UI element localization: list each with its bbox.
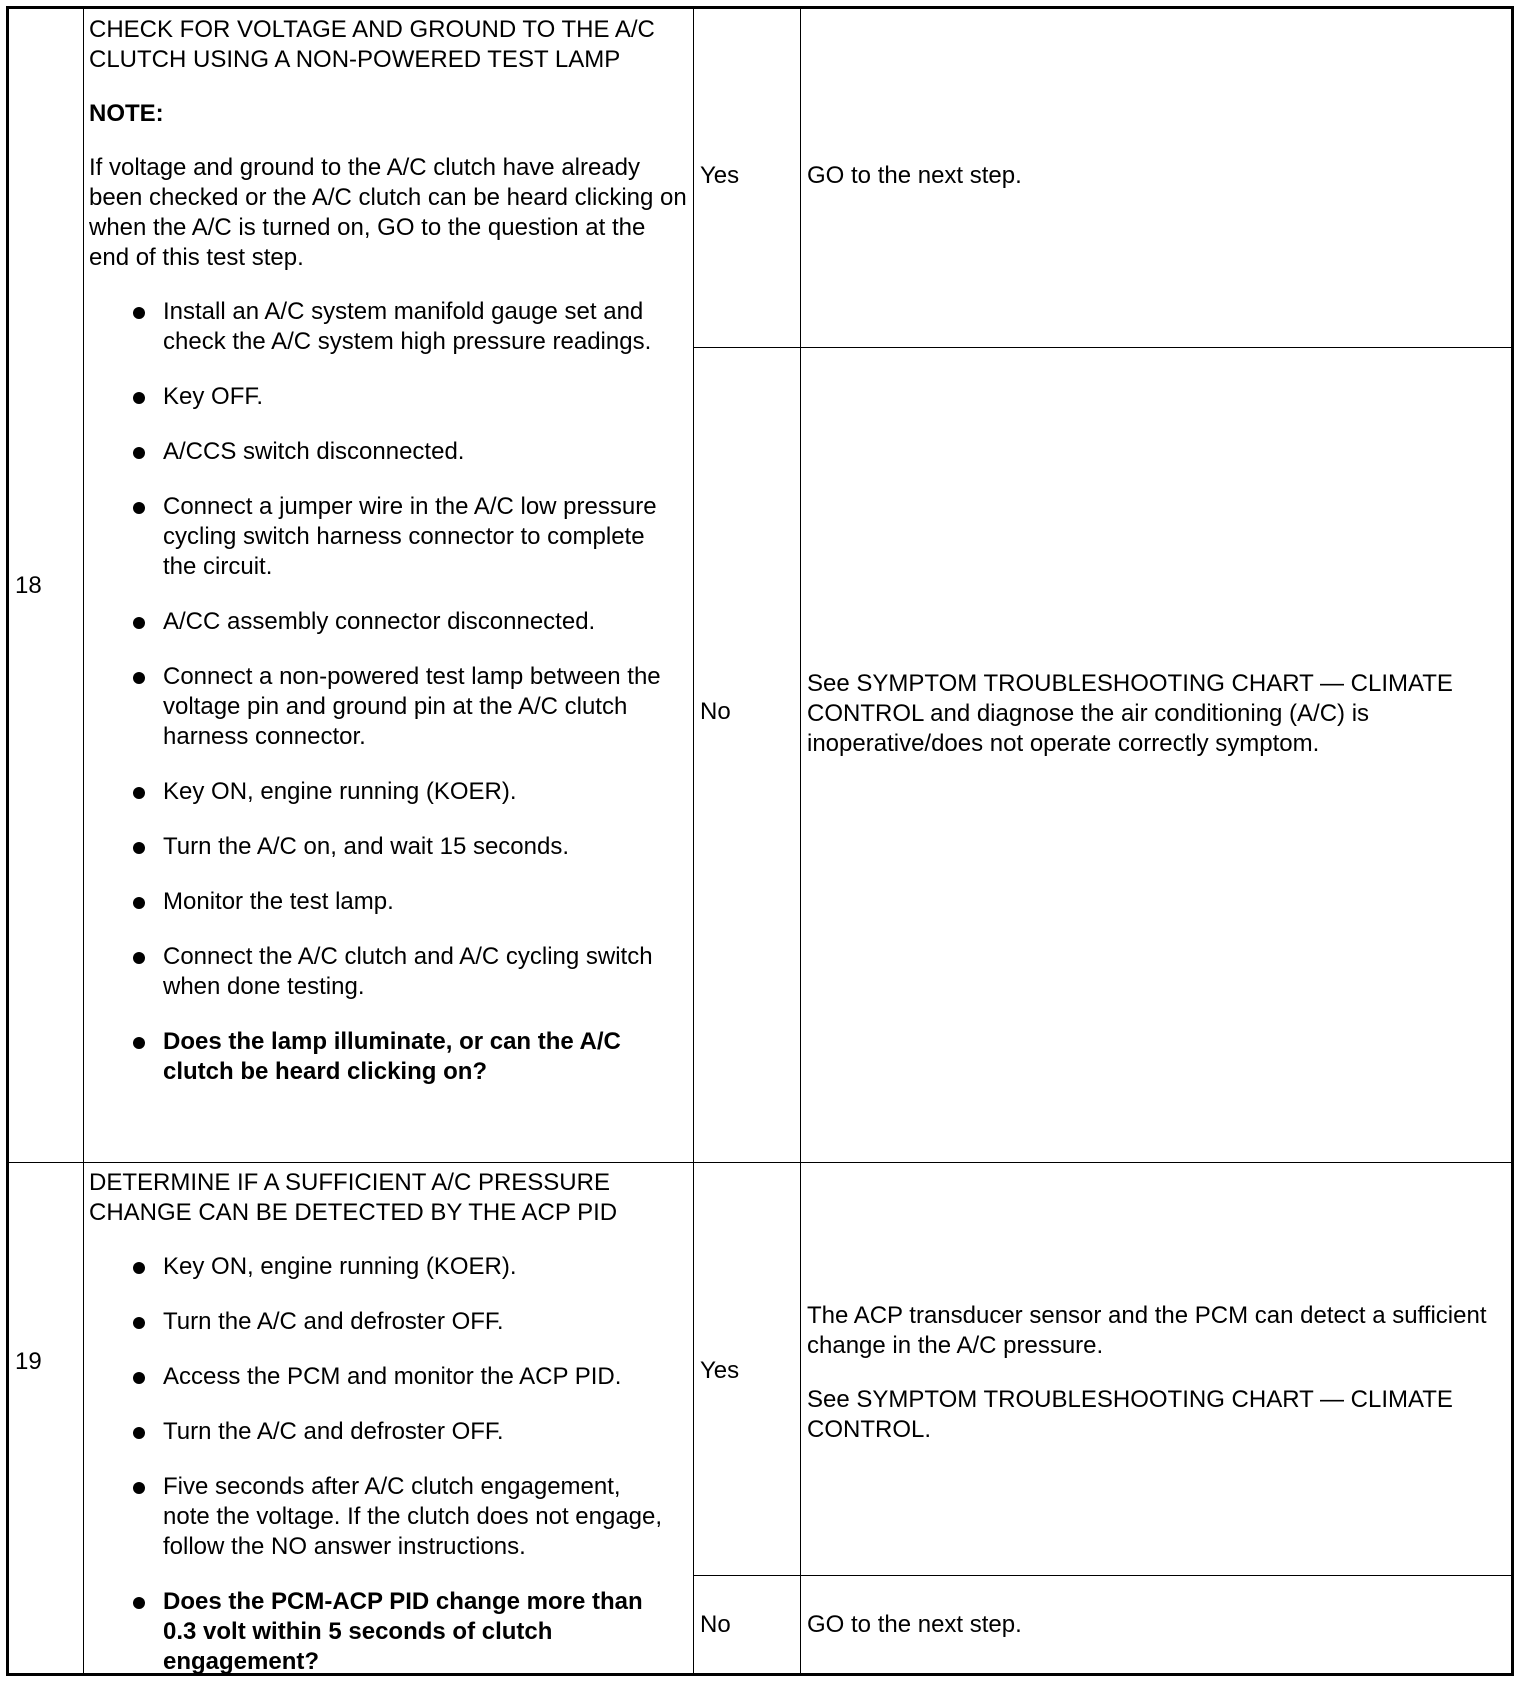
note-text: If voltage and ground to the A/C clutch have already been checked or the A/C clutch can be heard clicking on when the A/C is turned on, GO to the question at the end of this test step.	[89, 154, 687, 271]
step-content	[89, 15, 689, 1112]
list-item: Monitor the test lamp.	[89, 887, 689, 917]
list-item: Turn the A/C and defroster OFF.	[89, 1307, 689, 1337]
list-item: Key OFF.	[89, 382, 689, 412]
list-item: A/CC assembly connector disconnected.	[89, 607, 689, 637]
answer-result: Yes	[700, 1357, 740, 1384]
answer-result: No	[700, 698, 731, 725]
list-item: Install an A/C system manifold gauge set and check the A/C system high pressure readings.	[89, 297, 689, 357]
answer-action	[807, 1301, 1507, 1469]
column-divider	[800, 9, 801, 1673]
note-heading: NOTE:	[89, 100, 164, 127]
action-text: The ACP transducer sensor and the PCM can detect a sufficient change in the A/C pressure.	[807, 1302, 1487, 1359]
list-item: Access the PCM and monitor the ACP PID.	[89, 1362, 689, 1392]
list-item: Connect a jumper wire in the A/C low pressure cycling switch harness connector to complete the circuit.	[89, 492, 689, 582]
instruction-list	[89, 297, 689, 1087]
row-divider	[9, 1162, 1511, 1163]
list-item: Turn the A/C and defroster OFF.	[89, 1417, 689, 1447]
column-divider	[83, 9, 84, 1673]
step-question: Does the PCM-ACP PID change more than 0.3 volt within 5 seconds of clutch engagement?	[89, 1587, 689, 1677]
step-number: 18	[15, 572, 42, 599]
action-text: GO to the next step.	[807, 1611, 1022, 1638]
row-divider	[693, 1575, 1511, 1576]
answer-action	[807, 669, 1507, 783]
list-item: Key ON, engine running (KOER).	[89, 1252, 689, 1282]
column-divider	[693, 9, 694, 1673]
action-text: GO to the next step.	[807, 162, 1022, 189]
list-item: Connect a non-powered test lamp between the voltage pin and ground pin at the A/C clutch harness connector.	[89, 662, 689, 752]
step-content	[89, 1168, 689, 1702]
action-text: See SYMPTOM TROUBLESHOOTING CHART — CLIMATE CONTROL.	[807, 1386, 1453, 1443]
row-divider	[693, 347, 1511, 348]
step-question: Does the lamp illuminate, or can the A/C clutch be heard clicking on?	[89, 1027, 689, 1087]
list-item: A/CCS switch disconnected.	[89, 437, 689, 467]
diagnostic-table	[6, 6, 1514, 1676]
list-item: Connect the A/C clutch and A/C cycling switch when done testing.	[89, 942, 689, 1002]
list-item: Turn the A/C on, and wait 15 seconds.	[89, 832, 689, 862]
answer-result: Yes	[700, 162, 740, 189]
list-item: Key ON, engine running (KOER).	[89, 777, 689, 807]
step-title: DETERMINE IF A SUFFICIENT A/C PRESSURE CHANGE CAN BE DETECTED BY THE ACP PID	[89, 1169, 618, 1226]
action-text: See SYMPTOM TROUBLESHOOTING CHART — CLIMATE CONTROL and diagnose the air conditioning (A/C) is inoperative/does not operate correctly symptom.	[807, 670, 1453, 757]
list-item: Five seconds after A/C clutch engagement, note the voltage. If the clutch does not engage, follow the NO answer instructions.	[89, 1472, 689, 1562]
answer-result: No	[700, 1611, 731, 1638]
step-number: 19	[15, 1348, 42, 1375]
answer-action	[807, 1610, 1507, 1664]
step-title: CHECK FOR VOLTAGE AND GROUND TO THE A/C CLUTCH USING A NON-POWERED TEST LAMP	[89, 16, 655, 73]
answer-action	[807, 161, 1507, 215]
instruction-list	[89, 1252, 689, 1677]
